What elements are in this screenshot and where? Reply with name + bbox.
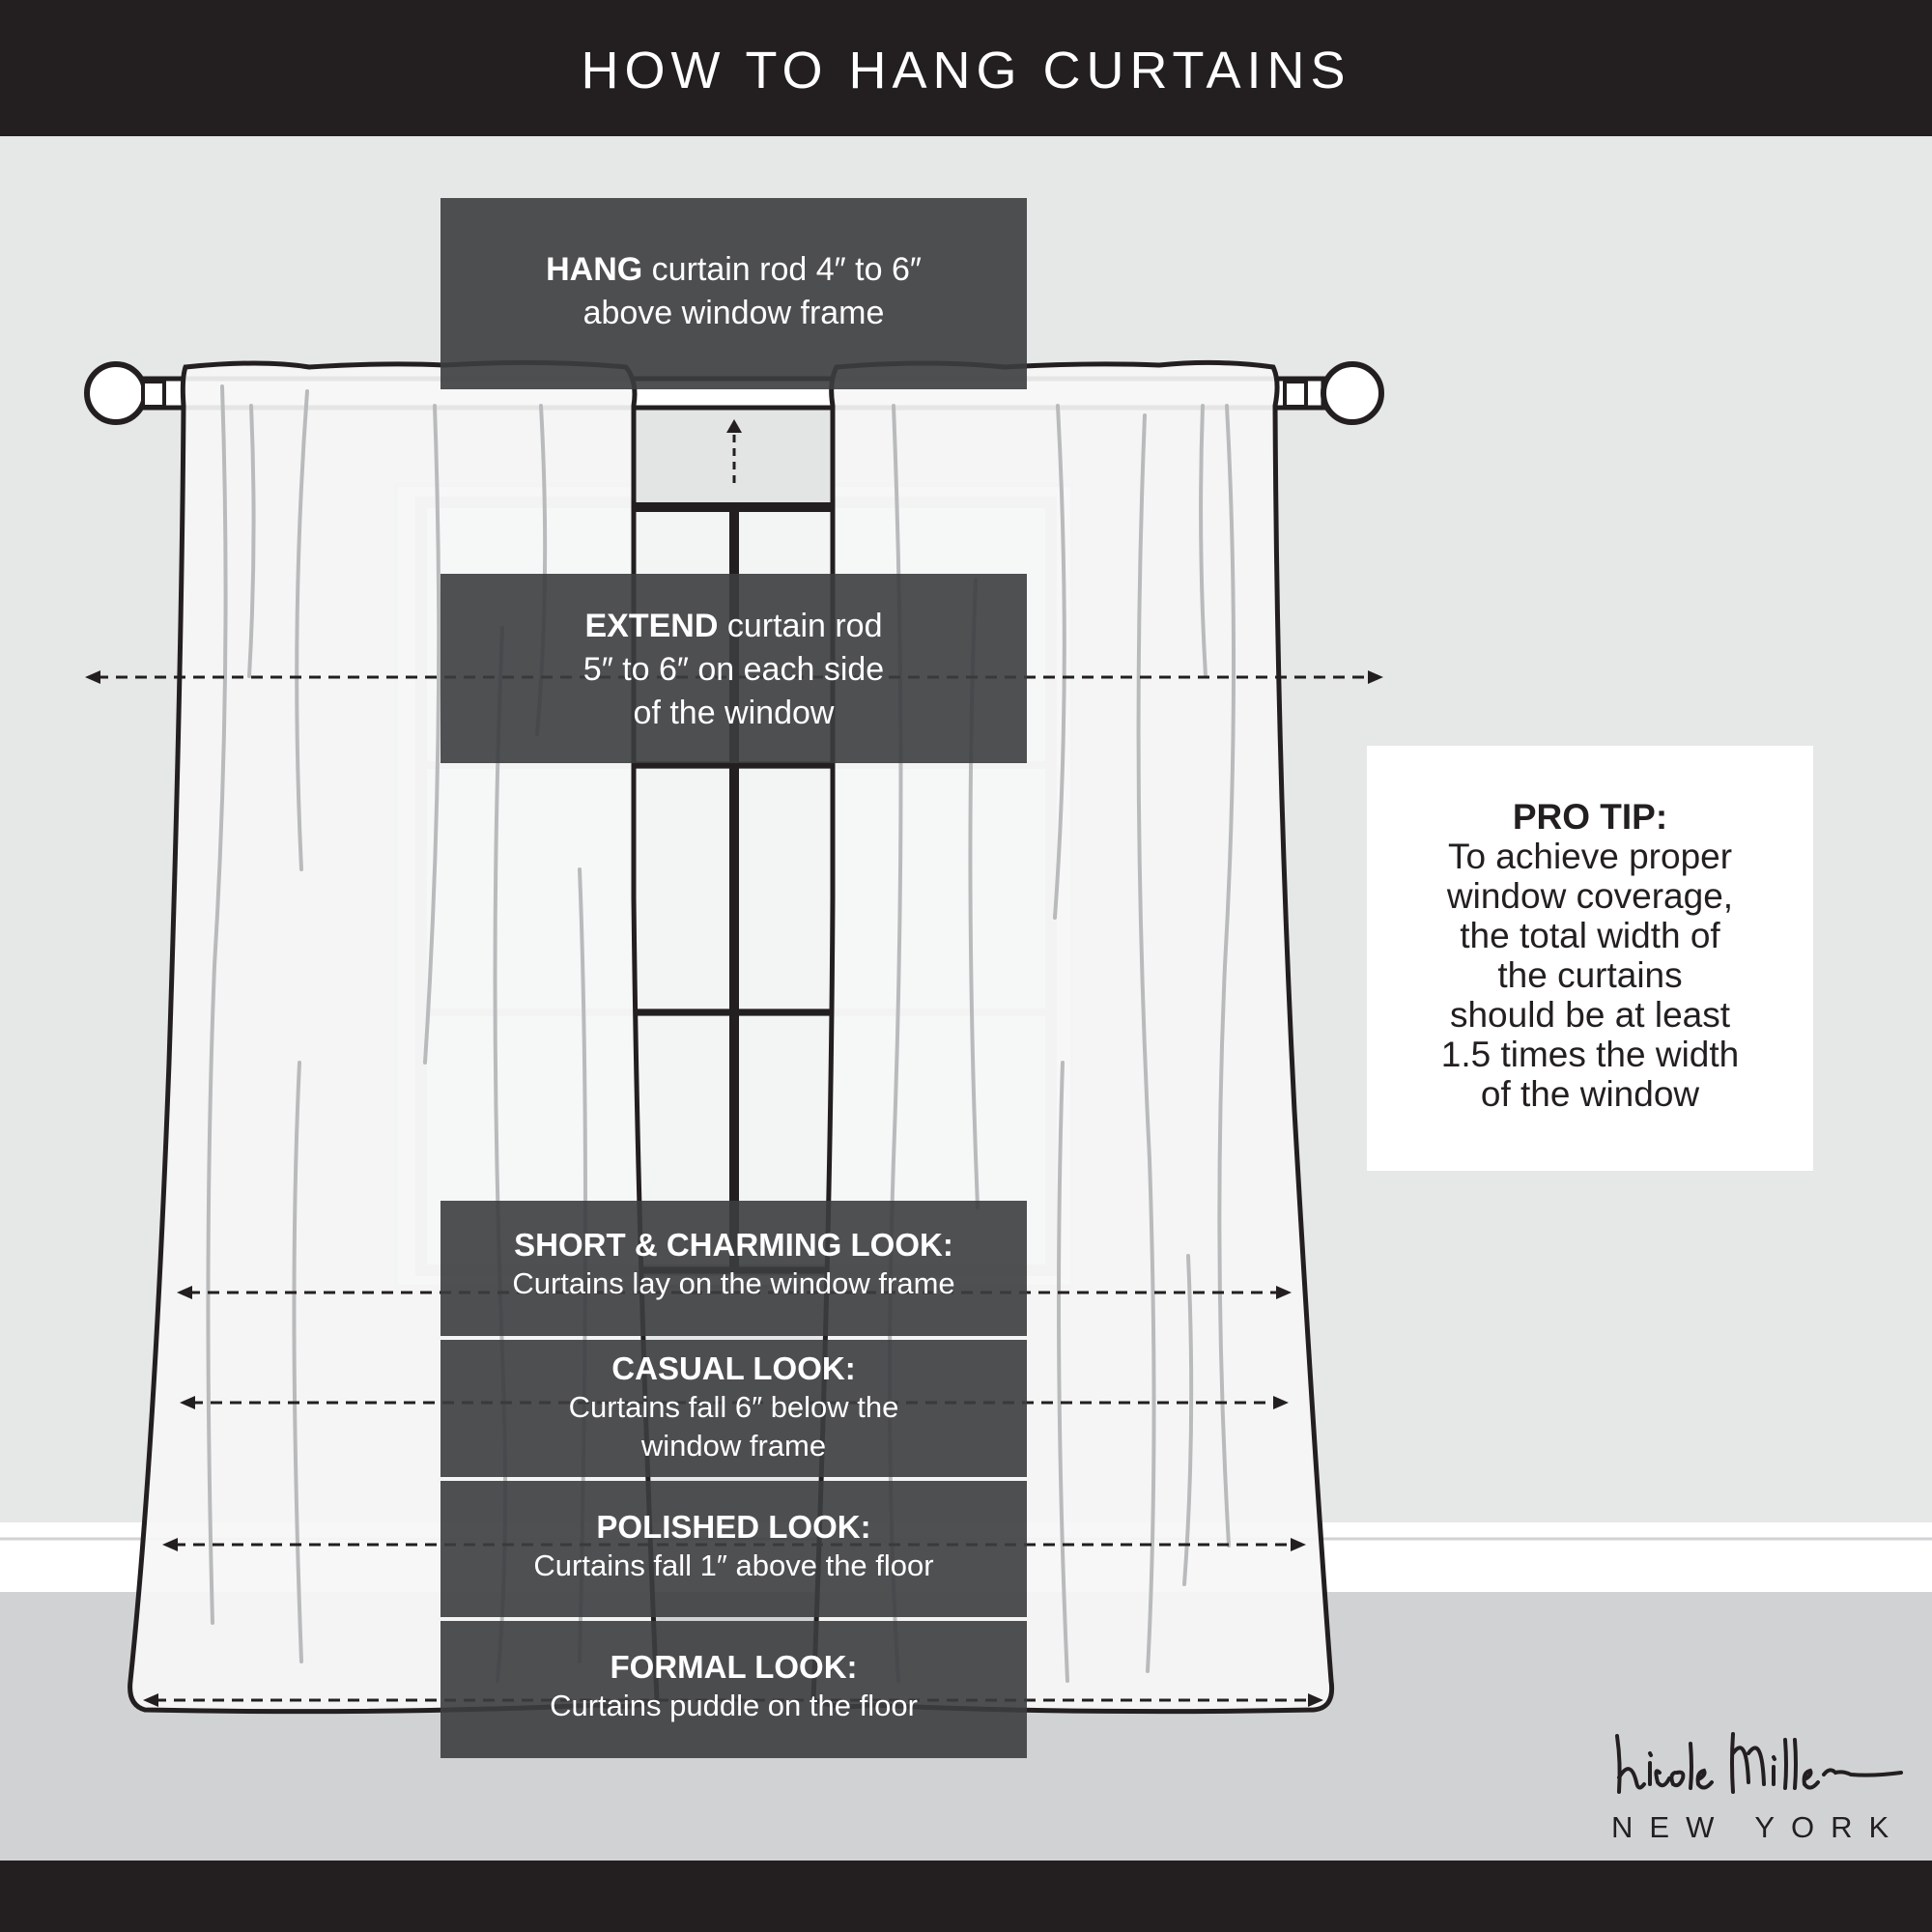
pro-tip-line: To achieve proper <box>1447 837 1733 876</box>
extend-callout-line1: curtain rod <box>718 608 883 644</box>
formal-look-title: FORMAL LOOK: <box>610 1649 858 1685</box>
brand-signature-logo <box>1611 1724 1911 1802</box>
casual-look-callout <box>440 1340 1027 1477</box>
pro-tip-line: the curtains <box>1497 955 1683 995</box>
rod-finial-left <box>87 364 145 422</box>
short-look-title: SHORT & CHARMING LOOK: <box>514 1227 953 1263</box>
pro-tip-line: of the window <box>1480 1074 1700 1114</box>
pro-tip-title: PRO TIP: <box>1512 797 1668 837</box>
pro-tip-line: 1.5 times the width <box>1440 1035 1740 1074</box>
pro-tip-line: the total width of <box>1460 916 1720 955</box>
casual-look-title: CASUAL LOOK: <box>611 1350 856 1386</box>
formal-look-callout <box>440 1621 1027 1758</box>
formal-look-desc: Curtains puddle on the floor <box>550 1689 918 1722</box>
polished-look-title: POLISHED LOOK: <box>596 1509 871 1545</box>
pro-tip-line: window coverage, <box>1446 876 1734 916</box>
hang-callout-line1: curtain rod 4″ to 6″ <box>642 251 922 288</box>
footer-bar <box>0 1861 1932 1932</box>
polished-look-desc: Curtains fall 1″ above the floor <box>533 1548 934 1582</box>
brand-location: NEW YORK <box>1611 1810 1906 1844</box>
extend-callout-line3: of the window <box>633 695 835 731</box>
page-title: HOW TO HANG CURTAINS <box>581 41 1351 99</box>
casual-look-desc-2: window frame <box>640 1429 827 1463</box>
short-look-desc: Curtains lay on the window frame <box>512 1266 955 1300</box>
hang-callout-line2: above window frame <box>582 295 885 331</box>
short-look-callout <box>440 1201 1027 1336</box>
pro-tip-line: should be at least <box>1449 995 1731 1035</box>
rod-finial-right <box>1323 364 1381 422</box>
extend-callout-line2: 5″ to 6″ on each side <box>582 651 885 688</box>
hang-callout <box>440 198 1027 389</box>
extend-callout-bold: EXTEND <box>584 608 719 644</box>
pro-tip-box <box>1367 746 1813 1171</box>
extend-callout <box>440 574 1027 763</box>
hang-callout-bold: HANG <box>546 251 643 288</box>
polished-look-callout <box>440 1481 1027 1617</box>
casual-look-desc-1: Curtains fall 6″ below the <box>568 1390 899 1424</box>
